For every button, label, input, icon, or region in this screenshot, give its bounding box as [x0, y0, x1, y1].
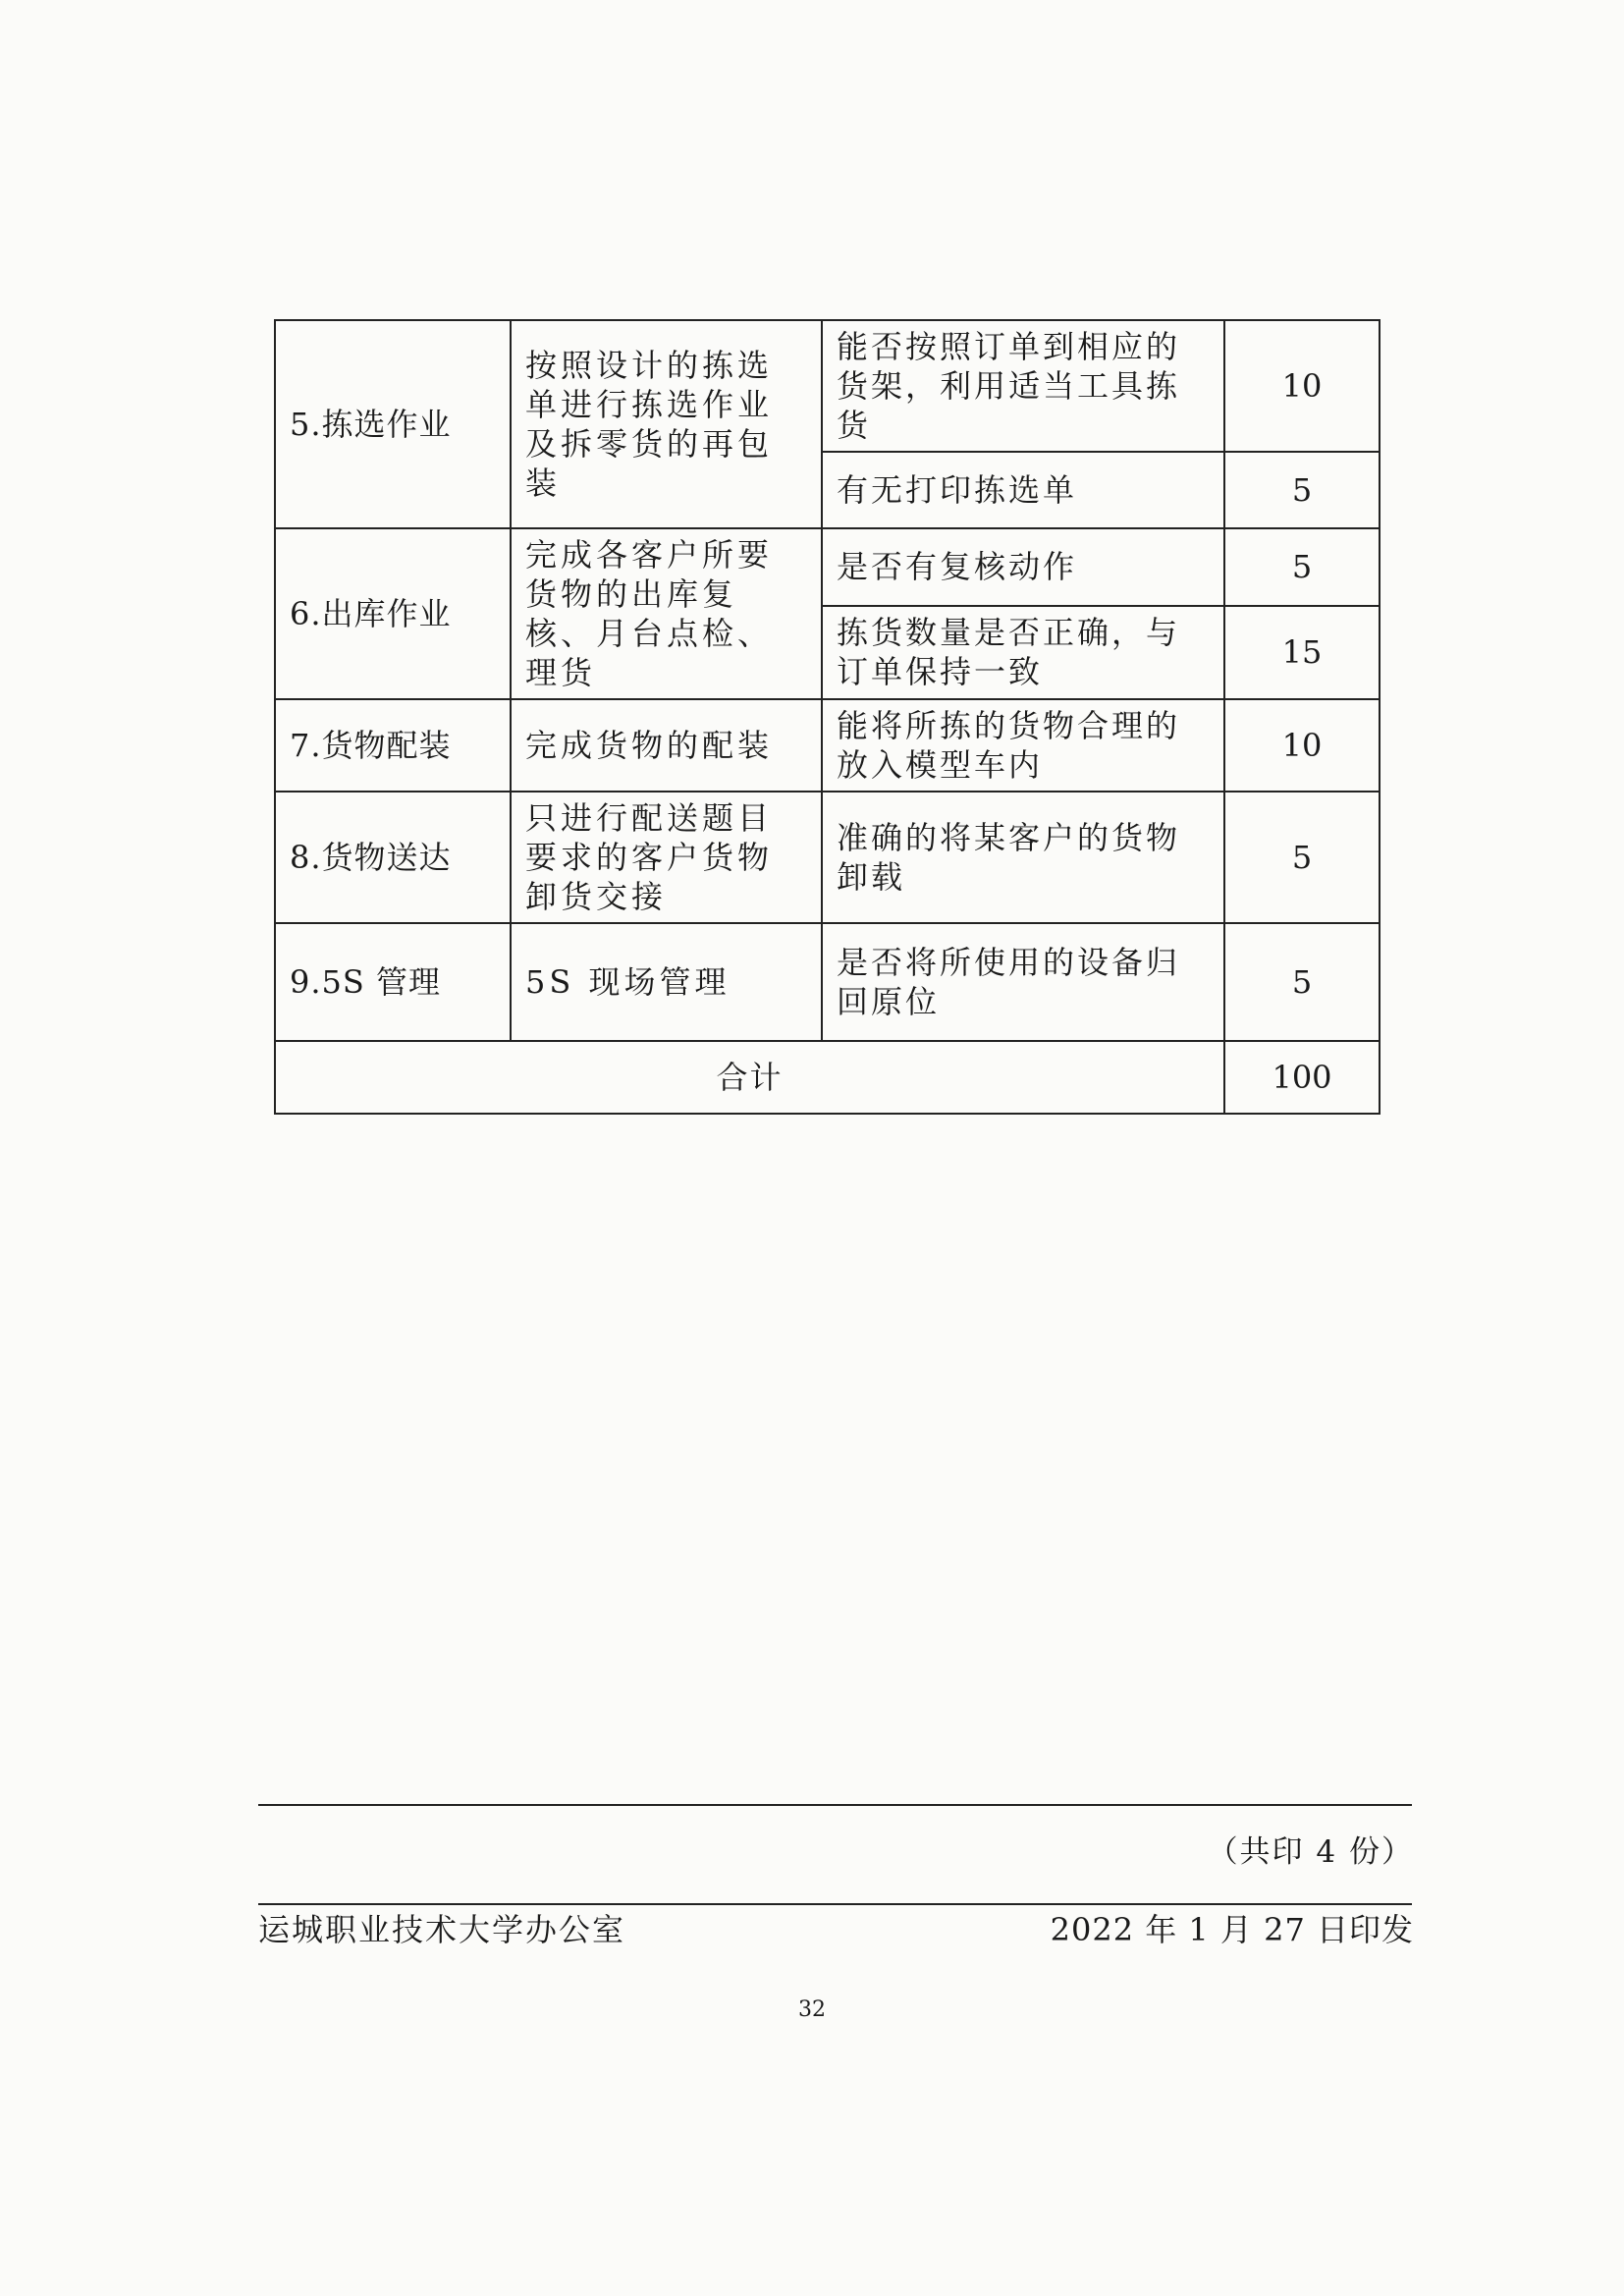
- score-cell: 15: [1224, 606, 1380, 699]
- description-cell: 完成货物的配装: [511, 699, 822, 792]
- score-cell: 5: [1224, 452, 1380, 528]
- task-cell: 8.货物送达: [275, 792, 511, 923]
- task-cell: 7.货物配装: [275, 699, 511, 792]
- description-cell: 按照设计的拣选单进行拣选作业及拆零货的再包装: [511, 320, 822, 528]
- footer-rule-top: [258, 1804, 1412, 1806]
- copies-note: （共印 4 份）: [1207, 1834, 1414, 1870]
- total-label: 合计: [275, 1041, 1224, 1114]
- task-cell: 6.出库作业: [275, 528, 511, 699]
- criterion-cell: 拣货数量是否正确，与订单保持一致: [822, 606, 1224, 699]
- task-cell: 9.5S 管理: [275, 923, 511, 1041]
- description-cell: 只进行配送题目要求的客户货物卸货交接: [511, 792, 822, 923]
- criterion-cell: 是否将所使用的设备归回原位: [822, 923, 1224, 1041]
- score-cell: 10: [1224, 699, 1380, 792]
- description-cell: 5S 现场管理: [511, 923, 822, 1041]
- criterion-cell: 准确的将某客户的货物卸载: [822, 792, 1224, 923]
- page-number: 32: [798, 1997, 826, 2022]
- table-row: [275, 792, 1380, 923]
- score-cell: 5: [1224, 792, 1380, 923]
- total-score: 100: [1224, 1041, 1380, 1114]
- table-row: [275, 699, 1380, 792]
- scoring-table: [274, 319, 1380, 1115]
- table-row: [275, 528, 1380, 606]
- table-row: [275, 923, 1380, 1041]
- score-cell: 5: [1224, 528, 1380, 606]
- criterion-cell: 能否按照订单到相应的货架，利用适当工具拣货: [822, 320, 1224, 452]
- description-cell: 完成各客户所要货物的出库复核、月台点检、理货: [511, 528, 822, 699]
- criterion-cell: 是否有复核动作: [822, 528, 1224, 606]
- table-row: [275, 320, 1380, 452]
- issue-date: 2022 年 1 月 27 日印发: [1050, 1911, 1414, 1948]
- score-cell: 5: [1224, 923, 1380, 1041]
- score-cell: 10: [1224, 320, 1380, 452]
- total-row: [275, 1041, 1380, 1114]
- criterion-cell: 有无打印拣选单: [822, 452, 1224, 528]
- task-cell: 5.拣选作业: [275, 320, 511, 528]
- criterion-cell: 能将所拣的货物合理的放入模型车内: [822, 699, 1224, 792]
- issuer: 运城职业技术大学办公室: [258, 1911, 626, 1948]
